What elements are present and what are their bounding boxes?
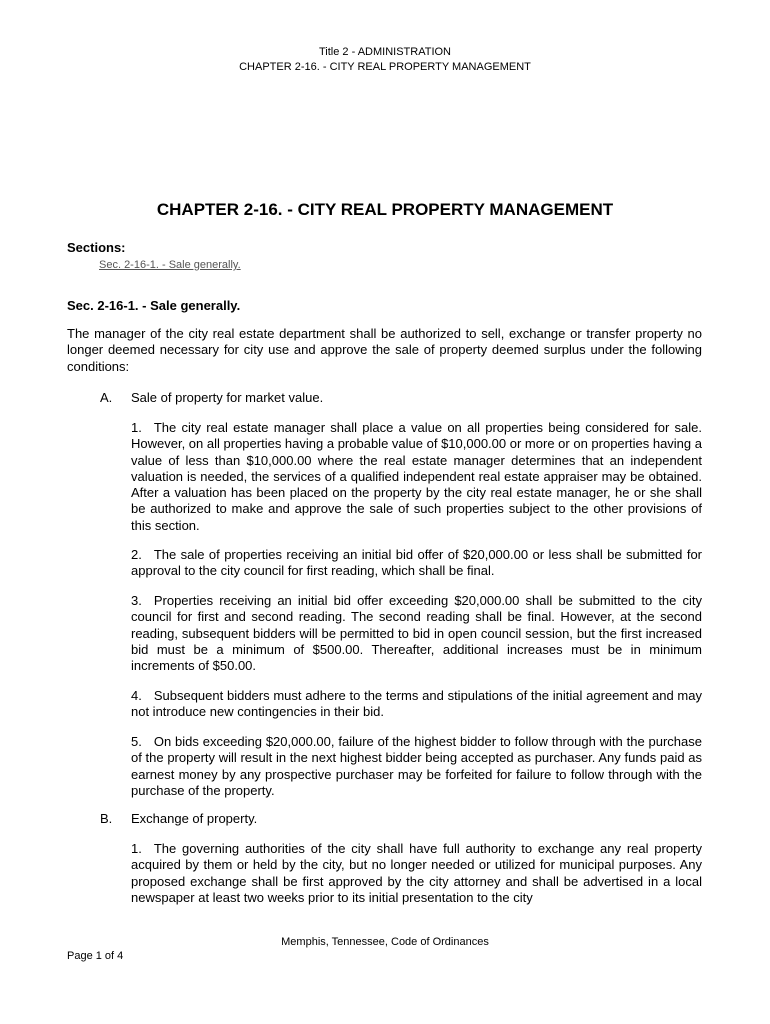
list-item — [131, 841, 702, 906]
item-number: 1. — [131, 420, 142, 435]
item-text: The city real estate manager shall place a value on all properties being considered for sale. However, on all properties having a probable value of $10,000.00 or more or on properties having a value of less than $10,000.00 where the real estate manager determines that an independent valuation is needed, the services of a qualified independent real estate appraiser may be obtained. After a valuation has been placed on the property by the city real estate manager, he or she shall be authorized to make and approve the sale of such properties subject to the other provisions of this section. — [131, 420, 702, 533]
sections-label: Sections: — [67, 240, 126, 255]
item-number: 5. — [131, 734, 142, 749]
item-text: The sale of properties receiving an initial bid offer of $20,000.00 or less shall be submitted for approval to the city council for first reading, which shall be final. — [131, 547, 702, 579]
item-text: Subsequent bidders must adhere to the terms and stipulations of the initial agreement and may not introduce new contingencies in their bid. — [131, 688, 702, 720]
section-heading: Sec. 2-16-1. - Sale generally. — [67, 298, 241, 313]
page-number: Page 1 of 4 — [67, 950, 124, 962]
list-item — [131, 593, 702, 674]
subsection-b-letter: B. — [100, 811, 113, 826]
item-number: 3. — [131, 593, 142, 608]
list-item — [131, 734, 702, 799]
list-item — [131, 420, 702, 534]
intro-paragraph: The manager of the city real estate department shall be authorized to sell, exchange or transfer property no longer deemed necessary for city use and approve the sale of property deemed surplus under the following conditions: — [67, 326, 702, 374]
page-footer: Memphis, Tennessee, Code of Ordinances — [281, 936, 489, 948]
toc-link-sec-2-16-1[interactable]: Sec. 2-16-1. - Sale generally. — [99, 259, 241, 271]
item-number: 1. — [131, 841, 142, 856]
chapter-title: CHAPTER 2-16. - CITY REAL PROPERTY MANAGEMENT — [156, 200, 614, 219]
running-header-title: Title 2 - ADMINISTRATION — [318, 46, 451, 58]
item-number: 2. — [131, 547, 142, 562]
list-item — [131, 547, 702, 580]
running-header-chapter: CHAPTER 2-16. - CITY REAL PROPERTY MANAGEMENT — [239, 61, 531, 73]
list-item — [131, 688, 702, 721]
subsection-a-text: Sale of property for market value. — [131, 390, 324, 405]
subsection-b-text: Exchange of property. — [131, 811, 258, 826]
item-number: 4. — [131, 688, 142, 703]
subsection-a-letter: A. — [100, 390, 113, 405]
item-text: Properties receiving an initial bid offer exceeding $20,000.00 shall be submitted to the city council for first and second reading. The second reading shall be final. However, at the second reading, subsequent bidders will be permitted to bid in open council session, but the first increased bid must be a minimum of $500.00. Thereafter, additional increases must be in minimum increments of $50.00. — [131, 593, 702, 674]
item-text: The governing authorities of the city shall have full authority to exchange any real property acquired by them or held by the city, but no longer needed or utilized for municipal purposes. Any proposed exchange shall be first approved by the city attorney and shall be advertised in a local newspaper at least two weeks prior to its initial presentation to the city — [131, 841, 702, 905]
item-text: On bids exceeding $20,000.00, failure of the highest bidder to follow through with the purchase of the property will result in the next highest bidder being accepted as purchaser. Any funds paid as earnest money by any prospective purchaser may be forfeited for failure to follow through with the purchase of the property. — [131, 734, 702, 798]
